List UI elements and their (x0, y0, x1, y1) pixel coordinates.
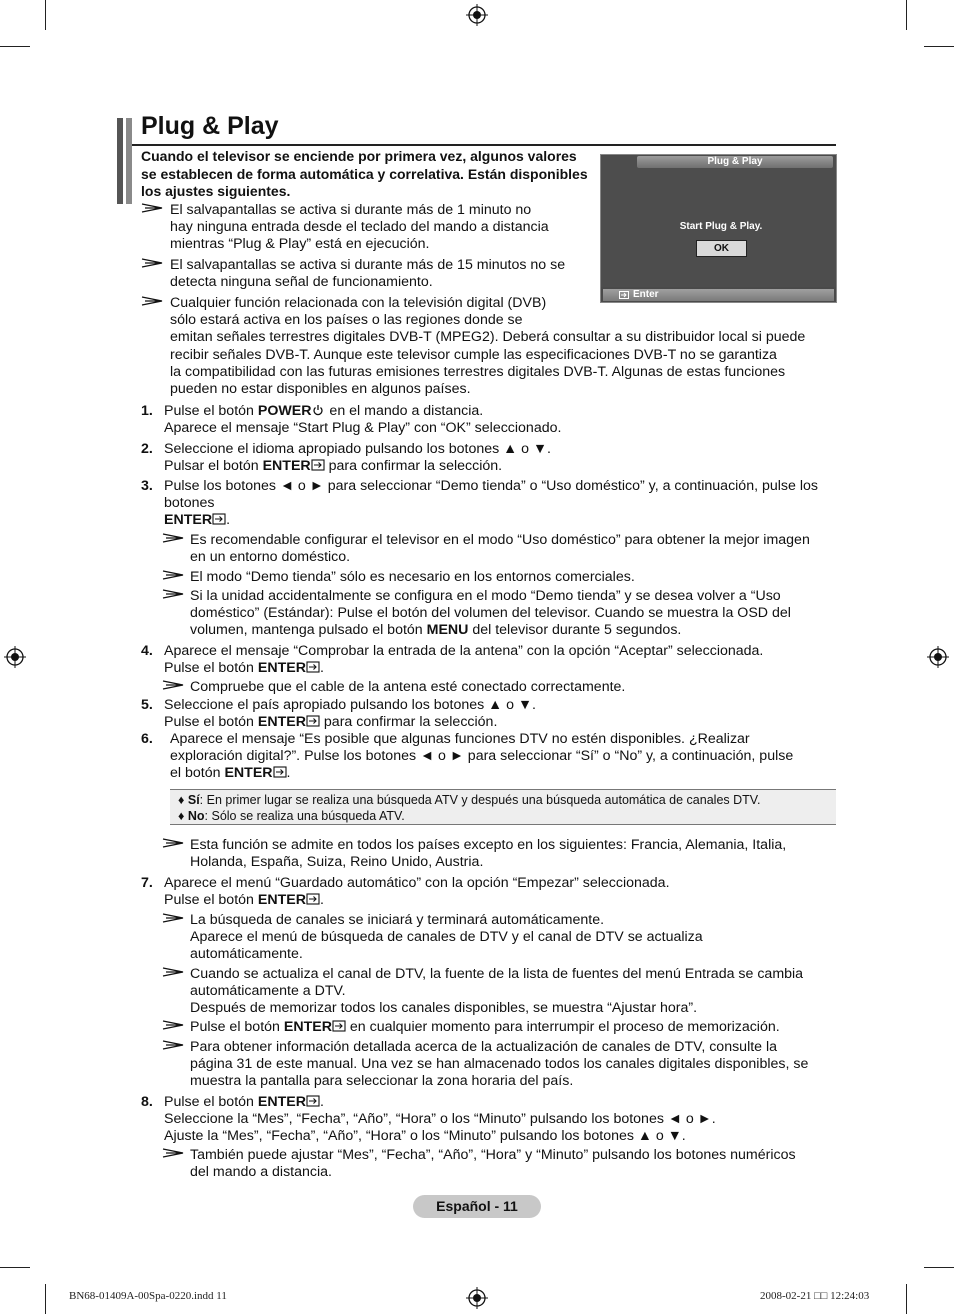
step-text: . (319, 892, 324, 909)
note-arrow-icon (162, 1019, 184, 1031)
registration-mark-icon (4, 646, 26, 668)
step-text: para confirmar la selección. (324, 458, 503, 475)
step-8 (164, 1094, 716, 1146)
note-line: Esta función se admite en todos los países excepto en los siguientes: Francia, Alemania, Italia, (190, 837, 787, 853)
note-line: sólo estará activa en los países o las regiones donde se (170, 312, 523, 329)
step-3 (164, 478, 818, 530)
tv-screen (600, 154, 837, 303)
menu-button-label: MENU (426, 622, 469, 639)
tv-screen-message: Start Plug & Play. (679, 221, 763, 232)
step-text: . (286, 765, 291, 782)
enter-icon (332, 1020, 346, 1032)
title-decoration (117, 118, 123, 204)
enter-button-label: ENTER (164, 512, 213, 529)
note-line: pueden no estar disponibles en algunos países. (170, 381, 471, 398)
page-title: Plug & Play (141, 112, 279, 140)
note-arrow-icon (141, 257, 163, 269)
step-text: Pulse el botón (164, 714, 258, 731)
step-number: 4. (141, 643, 153, 659)
step-2 (164, 441, 551, 475)
step-number: 5. (141, 697, 153, 713)
title-decoration (126, 118, 132, 204)
note-arrow-icon (162, 588, 184, 600)
enter-button-label: ENTER (257, 660, 306, 677)
step-5 (164, 697, 536, 731)
note-line: volumen, mantenga pulsado el botón (190, 622, 427, 639)
note-line: del mando a distancia. (190, 1164, 332, 1181)
power-icon (311, 404, 325, 416)
step-text: . (226, 512, 231, 529)
note-line: También puede ajustar “Mes”, “Fecha”, “Año”, “Hora” y “Minuto” pulsando los botones numéricos (190, 1147, 796, 1163)
note-line: El modo “Demo tienda” sólo es necesario en los entornos comerciales. (190, 569, 635, 585)
step-text: exploración digital?”. Pulse los botones ◄ o ► para seleccionar “Sí” o “No” y, a continuación, pulse (170, 748, 794, 765)
note-line: Holanda, España, Suiza, Reino Unido, Austria. (190, 854, 484, 871)
enter-icon (306, 893, 320, 905)
page-number-badge: Español - 11 (413, 1195, 541, 1218)
note-line: Pulse el botón (190, 1019, 284, 1035)
step-text: Pulse el botón (164, 1094, 258, 1110)
step-1 (164, 403, 561, 437)
note-line: en un entorno doméstico. (190, 549, 351, 566)
note-line: El salvapantallas se activa si durante más de 15 minutos no se (170, 257, 566, 273)
enter-icon (306, 661, 320, 673)
tv-footer-label: Enter (633, 289, 659, 300)
note-arrow-icon (162, 912, 184, 924)
step-text: para confirmar la selección. (319, 714, 498, 731)
note-line: Es recomendable configurar el televisor en el modo “Uso doméstico” para obtener la mejor imagen (190, 532, 810, 548)
note-line: detecta ninguna señal de funcionamiento. (170, 274, 433, 291)
note-line: doméstico” (Estándar): Pulse el botón del volumen del televisor. Cuando se muestra la OSD del (190, 605, 791, 622)
step-text: en el mando a distancia. (325, 403, 484, 419)
step-number: 2. (141, 441, 153, 457)
note-line: página 31 de este manual. Una vez se han almacenado todos los canales digitales disponibles, se (190, 1056, 809, 1073)
step-number: 3. (141, 478, 153, 494)
crop-mark (906, 0, 907, 30)
enter-icon (311, 459, 325, 471)
note-line: la compatibilidad con las futuras emisiones terrestres digitales DVB-T. Algunas de estas funciones (170, 363, 786, 380)
note-arrow-icon (162, 569, 184, 581)
note-line: El salvapantallas se activa si durante más de 1 minuto no (170, 202, 532, 218)
step-text: Pulse el botón (164, 403, 258, 419)
registration-mark-icon (927, 646, 949, 668)
step-text: Aparece el mensaje “Es posible que algunas funciones DTV no estén disponibles. ¿Realizar (170, 731, 750, 747)
enter-icon (212, 513, 226, 525)
registration-mark-icon (466, 4, 488, 26)
enter-icon (306, 715, 320, 727)
enter-icon (306, 1095, 320, 1107)
step-6 (170, 731, 793, 783)
note-line: Compruebe que el cable de la antena esté conectado correctamente. (190, 679, 626, 695)
bullet-icon: ♦ (178, 809, 188, 823)
note-arrow-icon (141, 295, 163, 307)
step-4 (164, 643, 763, 677)
crop-mark (906, 1284, 907, 1314)
step-text: Aparece el menú “Guardado automático” con la opción “Empezar” seleccionada. (164, 875, 670, 891)
power-button-label: POWER (257, 403, 312, 419)
crop-mark (0, 46, 30, 47)
enter-button-label: ENTER (257, 892, 306, 909)
bullet-icon: ♦ (178, 793, 188, 807)
option-key: Sí (187, 793, 200, 807)
note-line: mientras “Plug & Play” está en ejecución. (170, 236, 430, 253)
step-text: . (319, 1094, 324, 1110)
step-text: Pulse los botones ◄ o ► para seleccionar “Demo tienda” o “Uso doméstico” y, a continuación, pulse los (164, 478, 818, 494)
step-text: Aparece el mensaje “Start Plug & Play” con “OK” seleccionado. (164, 420, 562, 437)
step-number: 1. (141, 403, 153, 419)
note-line: Cuando se actualiza el canal de DTV, la fuente de la lista de fuentes del menú Entrada se cambia (190, 966, 804, 982)
crop-mark (45, 0, 46, 30)
print-file-info: BN68-01409A-00Spa-0220.indd 11 (69, 1290, 227, 1302)
note-line: muestra la pantalla para seleccionar la zona horaria del país. (190, 1073, 574, 1090)
note-line: hay ninguna entrada desde el teclado del mando a distancia (170, 219, 549, 236)
note-line: del televisor durante 5 segundos. (468, 622, 682, 639)
step-text: Pulse el botón (164, 892, 258, 909)
crop-mark (924, 46, 954, 47)
note-line: Después de memorizar todos los canales disponibles, se muestra “Ajustar hora”. (190, 1000, 698, 1017)
step-text: el botón (170, 765, 225, 782)
step-text: Ajuste la “Mes”, “Fecha”, “Año”, “Hora” o los “Minuto” pulsando los botones ▲ o ▼. (164, 1128, 686, 1145)
enter-button-label: ENTER (262, 458, 311, 475)
enter-button-label: ENTER (224, 765, 273, 782)
print-date-info: 2008-02-21 □□ 12:24:03 (760, 1290, 870, 1302)
note-arrow-icon (162, 532, 184, 544)
note-line: Si la unidad accidentalmente se configura en el modo “Demo tienda” y se desea volver a “Uso (190, 588, 781, 604)
note-arrow-icon (162, 1039, 184, 1051)
crop-mark (45, 1284, 46, 1314)
step-number: 8. (141, 1094, 153, 1110)
crop-mark (0, 1267, 30, 1268)
note-line: Cualquier función relacionada con la televisión digital (DVB) (170, 295, 547, 311)
enter-button-label: ENTER (257, 714, 306, 731)
step-7 (164, 875, 670, 909)
note-line: recibir señales DVB-T. Aunque este televisor cumple las especificaciones DVB-T no se garantiza (170, 346, 777, 363)
step-number: 6. (141, 731, 153, 747)
step-text: Aparece el mensaje “Comprobar la entrada de la antena” con la opción “Aceptar” seleccionada. (164, 643, 764, 659)
title-rule (132, 144, 836, 146)
step-text: Seleccione el idioma apropiado pulsando los botones ▲ o ▼. (164, 441, 551, 457)
note-arrow-icon (162, 837, 184, 849)
enter-button-label: ENTER (283, 1019, 332, 1035)
note-arrow-icon (162, 966, 184, 978)
option-desc: : En primer lugar se realiza una búsqueda ATV y después una búsqueda automática de canales DTV. (199, 793, 761, 807)
note-line: en cualquier momento para interrumpir el proceso de memorización. (345, 1019, 780, 1035)
option-desc: : Sólo se realiza una búsqueda ATV. (204, 809, 405, 823)
tv-screen-header: Plug & Play (637, 156, 833, 168)
crop-mark (924, 1267, 954, 1268)
note-line: automáticamente. (190, 946, 303, 963)
step-text: . (319, 660, 324, 677)
note-line: automáticamente a DTV. (190, 983, 346, 1000)
note-arrow-icon (141, 202, 163, 214)
step-text: Seleccione el país apropiado pulsando los botones ▲ o ▼. (164, 697, 536, 713)
enter-button-label: ENTER (257, 1094, 306, 1110)
note-line: Para obtener información detallada acerca de la actualización de canales de DTV, consulte la (190, 1039, 778, 1055)
step-text: Seleccione la “Mes”, “Fecha”, “Año”, “Hora” o los “Minuto” pulsando los botones ◄ o ►. (164, 1111, 716, 1128)
note-line: La búsqueda de canales se iniciará y terminará automáticamente. (190, 912, 605, 928)
note-line: emitan señales terrestres digitales DVB-T (MPEG2). Deberá consultar a su distribuidor local si puede (170, 329, 806, 346)
options-box (170, 789, 836, 825)
step-number: 7. (141, 875, 153, 891)
intro-text: Cuando el televisor se enciende por primera vez, algunos valores se establecen de forma automática y correlativa. Están disponibles los ajustes siguientes. (141, 148, 588, 199)
enter-icon (273, 766, 287, 778)
note-arrow-icon (162, 679, 184, 691)
tv-ok-button[interactable]: OK (696, 240, 747, 257)
step-text: Pulse el botón (164, 660, 258, 677)
registration-mark-icon (466, 1287, 488, 1309)
step-text: botones (164, 495, 215, 512)
option-key: No (187, 809, 205, 823)
note-line: Aparece el menú de búsqueda de canales de DTV y el canal de DTV se actualiza (190, 929, 703, 946)
step-text: Pulsar el botón (164, 458, 263, 475)
note-arrow-icon (162, 1147, 184, 1159)
